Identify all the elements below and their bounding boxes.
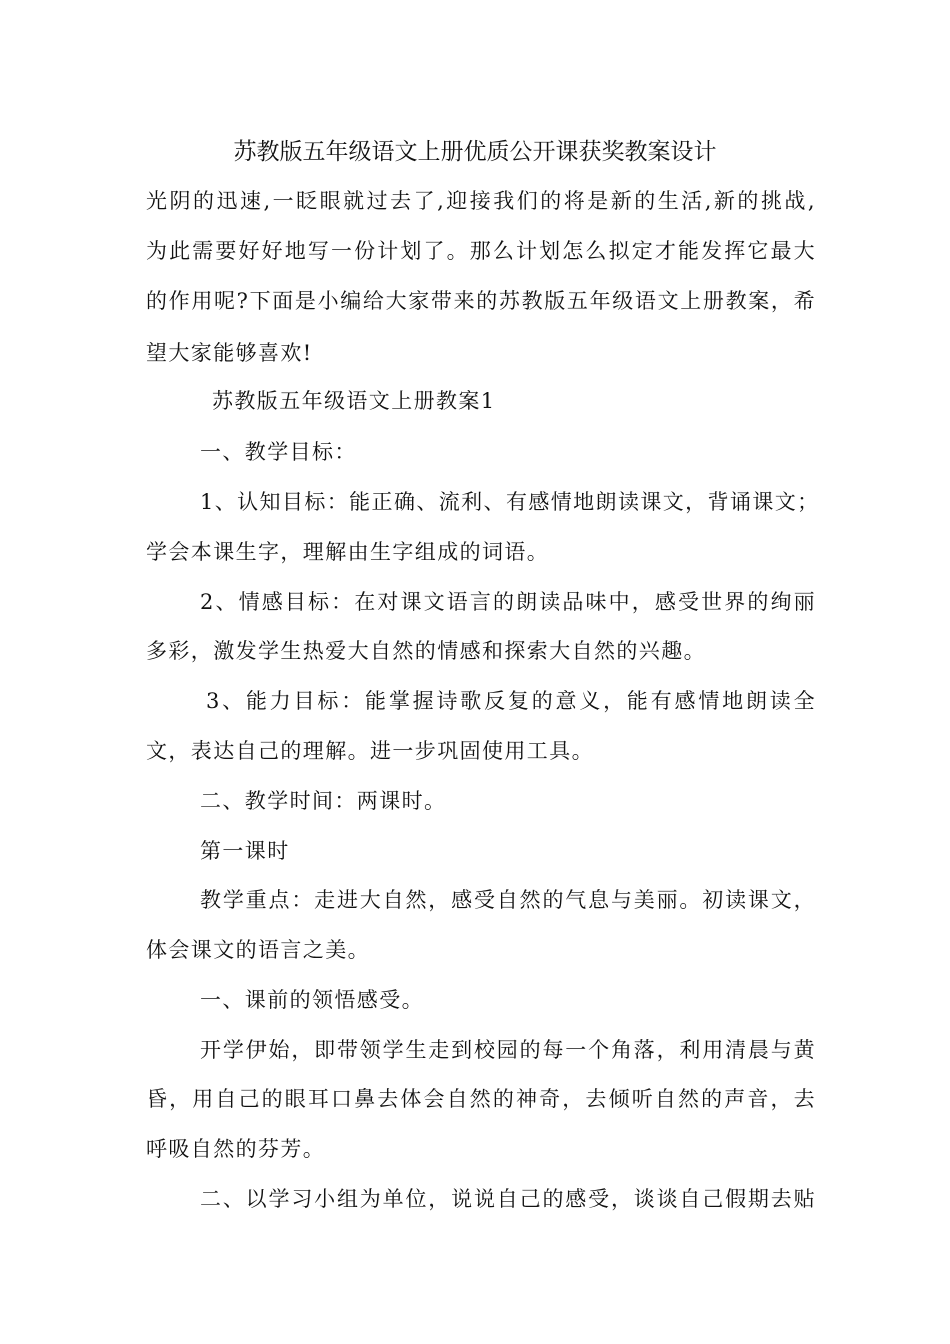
paragraph-line: 二、教学时间：两课时。 (200, 789, 447, 813)
paragraph-line: 体会课文的语言之美。 (146, 938, 370, 962)
section-heading: 一、教学目标： (200, 440, 357, 464)
paragraph-line: 2、情感目标：在对课文语言的朗读品味中，感受世界的绚丽 (200, 590, 816, 614)
paragraph-line: 教学重点：走进大自然，感受自然的气息与美丽。初读课文， (200, 888, 816, 912)
paragraph-line: 光阴的迅速,一眨眼就过去了,迎接我们的将是新的生活,新的挑战, (146, 189, 816, 213)
paragraph-line: 一、课前的领悟感受。 (200, 988, 424, 1012)
paragraph-line: 的作用呢?下面是小编给大家带来的苏教版五年级语文上册教案，希 (146, 289, 816, 313)
section-heading: 苏教版五年级语文上册教案1 (212, 389, 496, 413)
document-title: 苏教版五年级语文上册优质公开课获奖教案设计 (233, 139, 717, 165)
paragraph-line: 为此需要好好地写一份计划了。那么计划怎么拟定才能发挥它最大 (146, 239, 816, 263)
paragraph-line: 望大家能够喜欢! (146, 341, 313, 365)
paragraph-line: 1、认知目标：能正确、流利、有感情地朗读课文，背诵课文； (200, 490, 820, 514)
paragraph-line: 二、以学习小组为单位，说说自己的感受，谈谈自己假期去贴 (200, 1187, 816, 1211)
paragraph-line: 昏，用自己的眼耳口鼻去体会自然的神奇，去倾听自然的声音，去 (146, 1087, 816, 1111)
paragraph-line: 文，表达自己的理解。进一步巩固使用工具。 (146, 739, 594, 763)
paragraph-line: 3、能力目标：能掌握诗歌反复的意义，能有感情地朗读全 (206, 689, 816, 713)
section-heading: 第一课时 (200, 839, 290, 863)
paragraph-line: 多彩，激发学生热爱大自然的情感和探索大自然的兴趣。 (146, 639, 706, 663)
paragraph-line: 呼吸自然的芬芳。 (146, 1137, 326, 1161)
paragraph-line: 开学伊始，即带领学生走到校园的每一个角落，利用清晨与黄 (200, 1038, 816, 1062)
paragraph-line: 学会本课生字，理解由生字组成的词语。 (146, 540, 550, 564)
